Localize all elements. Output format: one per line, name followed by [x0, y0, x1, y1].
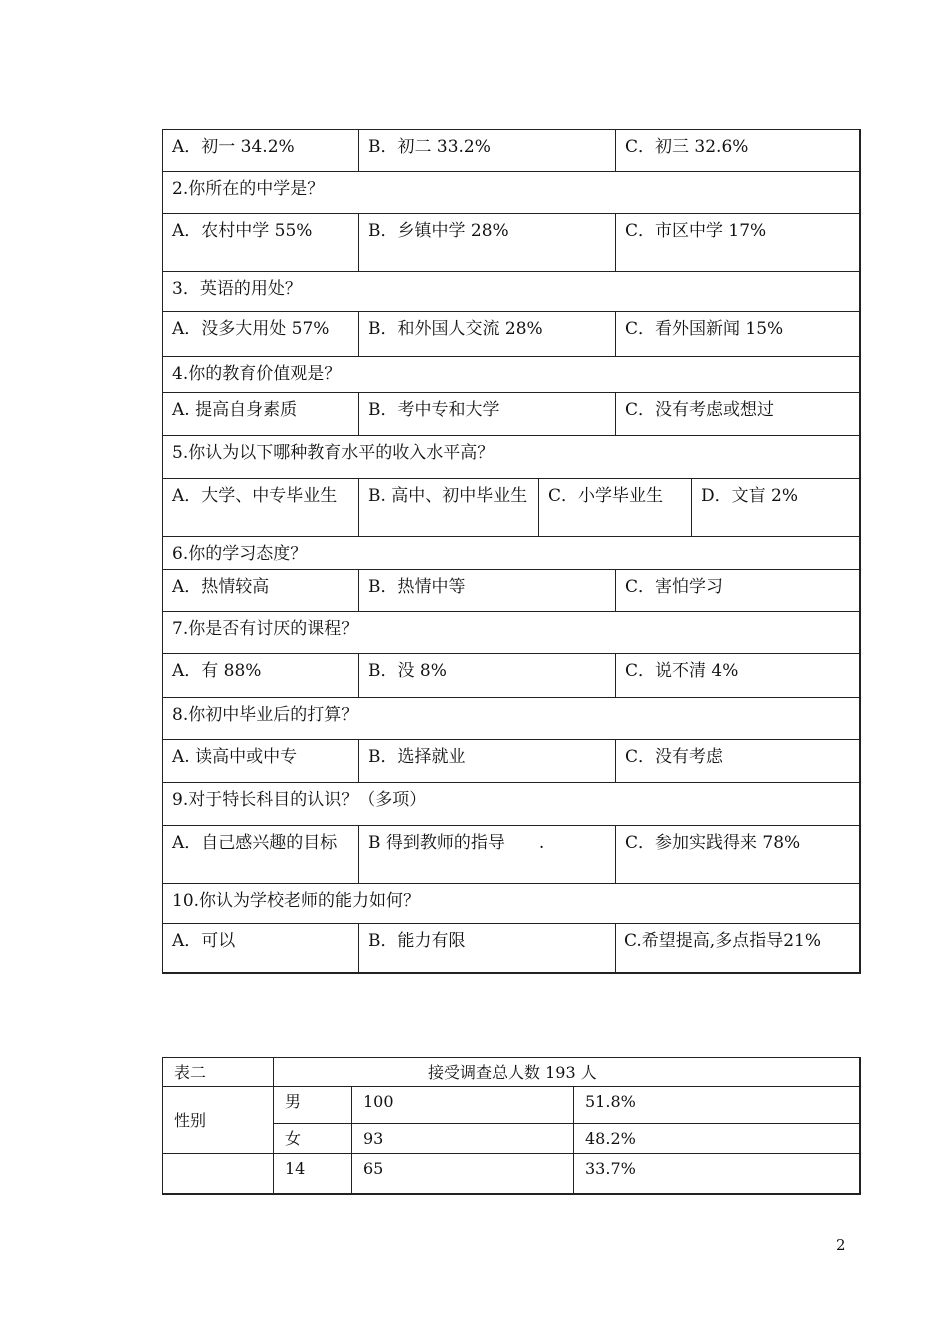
- table-label: 表二: [163, 1058, 274, 1087]
- option-cell: C．没有考虑: [616, 740, 860, 783]
- category-cell: 男: [274, 1087, 352, 1124]
- option-cell: D．文盲 2%: [692, 479, 860, 537]
- empty-cell: [163, 1154, 274, 1194]
- percent-cell: 48.2%: [574, 1124, 860, 1154]
- stats-header-row: [163, 1058, 860, 1087]
- gender-label: 性别: [163, 1087, 274, 1154]
- option-cell: A. 读高中或中专: [163, 740, 359, 783]
- question-row: 6.你的学习态度？: [163, 537, 860, 570]
- page-number: 2: [836, 1236, 846, 1254]
- category-cell: 14: [274, 1154, 352, 1194]
- option-cell: B．热情中等: [359, 570, 616, 612]
- demographics-table: [162, 1057, 861, 1195]
- option-cell: A．大学、中专毕业生: [163, 479, 359, 537]
- option-cell: C．参加实践得来 78%: [616, 826, 860, 884]
- option-cell: A．可以: [163, 924, 359, 973]
- option-cell: C．市区中学 17%: [616, 214, 860, 272]
- table-header: 接受调查总人数 193 人: [274, 1058, 860, 1087]
- option-cell: B．乡镇中学 28%: [359, 214, 616, 272]
- option-cell: C．没有考虑或想过: [616, 393, 860, 436]
- question-row: 10.你认为学校老师的能力如何？: [163, 884, 860, 924]
- option-cell: B 得到教师的指导 .: [359, 826, 616, 884]
- option-cell: C．小学毕业生: [539, 479, 692, 537]
- count-cell: 65: [352, 1154, 574, 1194]
- question-row: 7.你是否有讨厌的课程？: [163, 612, 860, 654]
- question-row: 4.你的教育价值观是？: [163, 357, 860, 393]
- count-cell: 93: [352, 1124, 574, 1154]
- option-cell: A．热情较高: [163, 570, 359, 612]
- count-cell: 100: [352, 1087, 574, 1124]
- option-cell: B．选择就业: [359, 740, 616, 783]
- question-row: 5.你认为以下哪种教育水平的收入水平高？: [163, 436, 860, 479]
- question-row: 3．英语的用处？: [163, 272, 860, 312]
- option-cell: B．和外国人交流 28%: [359, 312, 616, 357]
- survey-results-table: [162, 129, 861, 974]
- option-cell: C．害怕学习: [616, 570, 860, 612]
- option-cell: A．有 88%: [163, 654, 359, 698]
- option-cell: A．农村中学 55%: [163, 214, 359, 272]
- option-cell: A．没多大用处 57%: [163, 312, 359, 357]
- table-row: [163, 1087, 860, 1124]
- question-row: 9.对于特长科目的认识？（多项）: [163, 783, 860, 826]
- grade-row: [163, 130, 860, 172]
- option-cell: B．能力有限: [359, 924, 616, 973]
- option-cell: C．说不清 4%: [616, 654, 860, 698]
- option-cell: B．没 8%: [359, 654, 616, 698]
- option-cell: A. 提高自身素质: [163, 393, 359, 436]
- category-cell: 女: [274, 1124, 352, 1154]
- option-cell: C.希望提高,多点指导21%: [616, 924, 860, 973]
- option-cell: A．初一 34.2%: [163, 130, 359, 172]
- option-cell: B．初二 33.2%: [359, 130, 616, 172]
- option-cell: A．自己感兴趣的目标: [163, 826, 359, 884]
- percent-cell: 33.7%: [574, 1154, 860, 1194]
- option-cell: C．看外国新闻 15%: [616, 312, 860, 357]
- option-cell: B. 高中、初中毕业生: [359, 479, 539, 537]
- percent-cell: 51.8%: [574, 1087, 860, 1124]
- option-cell: B．考中专和大学: [359, 393, 616, 436]
- question-row: 8.你初中毕业后的打算？: [163, 698, 860, 740]
- table-row: [163, 1154, 860, 1194]
- option-cell: C．初三 32.6%: [616, 130, 860, 172]
- question-row: 2.你所在的中学是？: [163, 172, 860, 214]
